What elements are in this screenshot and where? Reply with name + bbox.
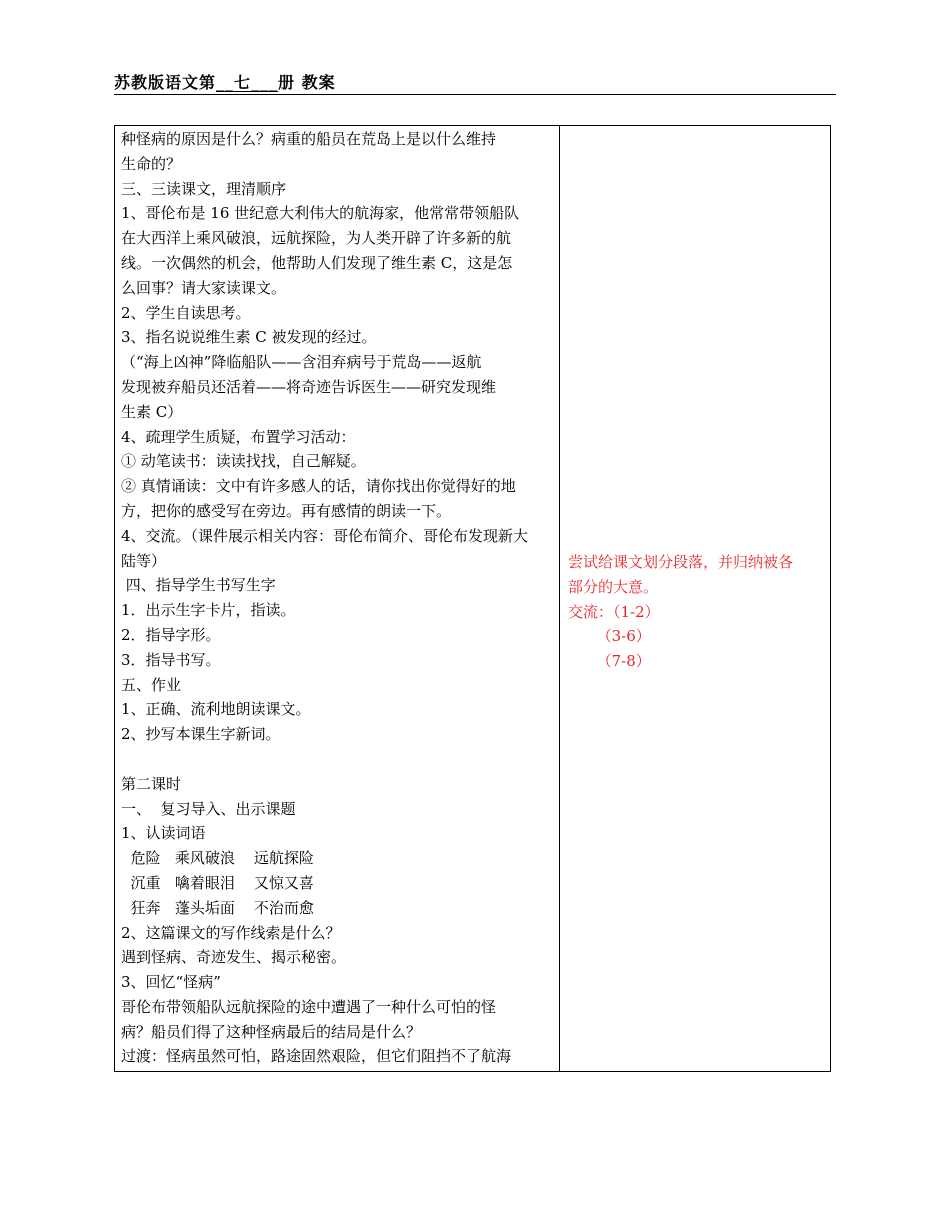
lesson-plan-table bbox=[114, 125, 831, 1072]
text-line: 2、抄写本课生字新词。 bbox=[121, 725, 281, 744]
teaching-process-column bbox=[121, 127, 555, 1069]
text-line: 4、交流。（课件展示相关内容：哥伦布简介、哥伦布发现新大 bbox=[121, 526, 529, 545]
text-line: 1、正确、流利地朗读课文。 bbox=[121, 700, 311, 719]
text-line: 三、三读课文，理清顺序 bbox=[121, 179, 287, 198]
text-line: 方，把你的感受写在旁边。再有感情的朗读一下。 bbox=[121, 501, 452, 520]
text-line: 五、作业 bbox=[121, 675, 182, 694]
note-line: 交流：（1-2） bbox=[568, 602, 660, 621]
text-line: 遇到怪病、奇迹发生、揭示秘密。 bbox=[121, 948, 347, 967]
text-line: 狂奔 蓬头垢面 不治而愈 bbox=[121, 898, 314, 917]
note-line: 部分的大意。 bbox=[568, 577, 659, 596]
text-line: 危险 乘风破浪 远航探险 bbox=[121, 849, 314, 868]
annotation-column bbox=[568, 550, 830, 674]
text-line: 1．出示生字卡片，指读。 bbox=[121, 601, 296, 620]
text-line: 线。一次偶然的机会，他帮助人们发现了维生素 C，这是怎 bbox=[121, 253, 513, 272]
text-line: 3、回忆“怪病” bbox=[121, 973, 221, 992]
note-line: （7-8） bbox=[568, 652, 651, 671]
text-line: 1、认读词语 bbox=[121, 824, 206, 843]
blank-1: __ bbox=[216, 73, 235, 92]
text-line: 一、 复习导入、出示课题 bbox=[121, 799, 296, 818]
text-line: 2、这篇课文的写作线索是什么？ bbox=[121, 923, 341, 942]
volume-number: 七 bbox=[234, 73, 252, 92]
text-line: 过渡：怪病虽然可怕，路途固然艰险，但它们阻挡不了航海 bbox=[121, 1047, 512, 1066]
text-line: 么回事？请大家读课文。 bbox=[121, 278, 287, 297]
text-line: 发现被弃船员还活着——将奇迹告诉医生——研究发现维 bbox=[121, 377, 497, 396]
title-suffix: 册 教案 bbox=[278, 73, 336, 92]
text-line: 生命的？ bbox=[121, 154, 182, 173]
text-line: 四、指导学生书写生字 bbox=[121, 576, 276, 595]
text-line: （“海上凶神”降临船队——含泪弃病号于荒岛——返航 bbox=[121, 353, 482, 372]
text-line: 4、疏理学生质疑，布置学习活动： bbox=[121, 427, 356, 446]
text-line: 2、学生自读思考。 bbox=[121, 303, 251, 322]
text-line: 生素 C） bbox=[121, 402, 183, 421]
text-line: 种怪病的原因是什么？病重的船员在荒岛上是以什么维持 bbox=[121, 130, 497, 148]
blank-2: ___ bbox=[251, 73, 279, 92]
text-line: ① 动笔读书：读读找找，自己解疑。 bbox=[121, 452, 366, 471]
page-title bbox=[114, 70, 336, 93]
text-line: ② 真情诵读：文中有许多感人的话，请你找出你觉得好的地 bbox=[121, 477, 516, 496]
text-line: 2．指导字形。 bbox=[121, 625, 221, 644]
text-line: 哥伦布带领船队远航探险的途中遭遇了一种什么可怕的怪 bbox=[121, 997, 497, 1016]
text-line: 3．指导书写。 bbox=[121, 650, 221, 669]
text-line: 3、指名说说维生素 C 被发现的经过。 bbox=[121, 328, 377, 347]
title-prefix: 苏教版语文第 bbox=[114, 73, 217, 92]
text-line: 第二课时 bbox=[121, 774, 182, 793]
note-line: 尝试给课文划分段落，并归纳被各 bbox=[568, 553, 794, 571]
note-line: （3-6） bbox=[568, 627, 651, 646]
text-line: 1、哥伦布是 16 世纪意大利伟大的航海家，他常常带领船队 bbox=[121, 204, 520, 223]
text-line bbox=[121, 747, 555, 772]
text-line: 陆等） bbox=[121, 551, 167, 570]
text-line: 沉重 噙着眼泪 又惊又喜 bbox=[121, 873, 314, 892]
page-header bbox=[114, 70, 836, 95]
column-divider bbox=[559, 126, 560, 1071]
text-line: 在大西洋上乘风破浪，远航探险，为人类开辟了许多新的航 bbox=[121, 229, 512, 248]
text-line: 病？船员们得了这种怪病最后的结局是什么？ bbox=[121, 1022, 422, 1041]
